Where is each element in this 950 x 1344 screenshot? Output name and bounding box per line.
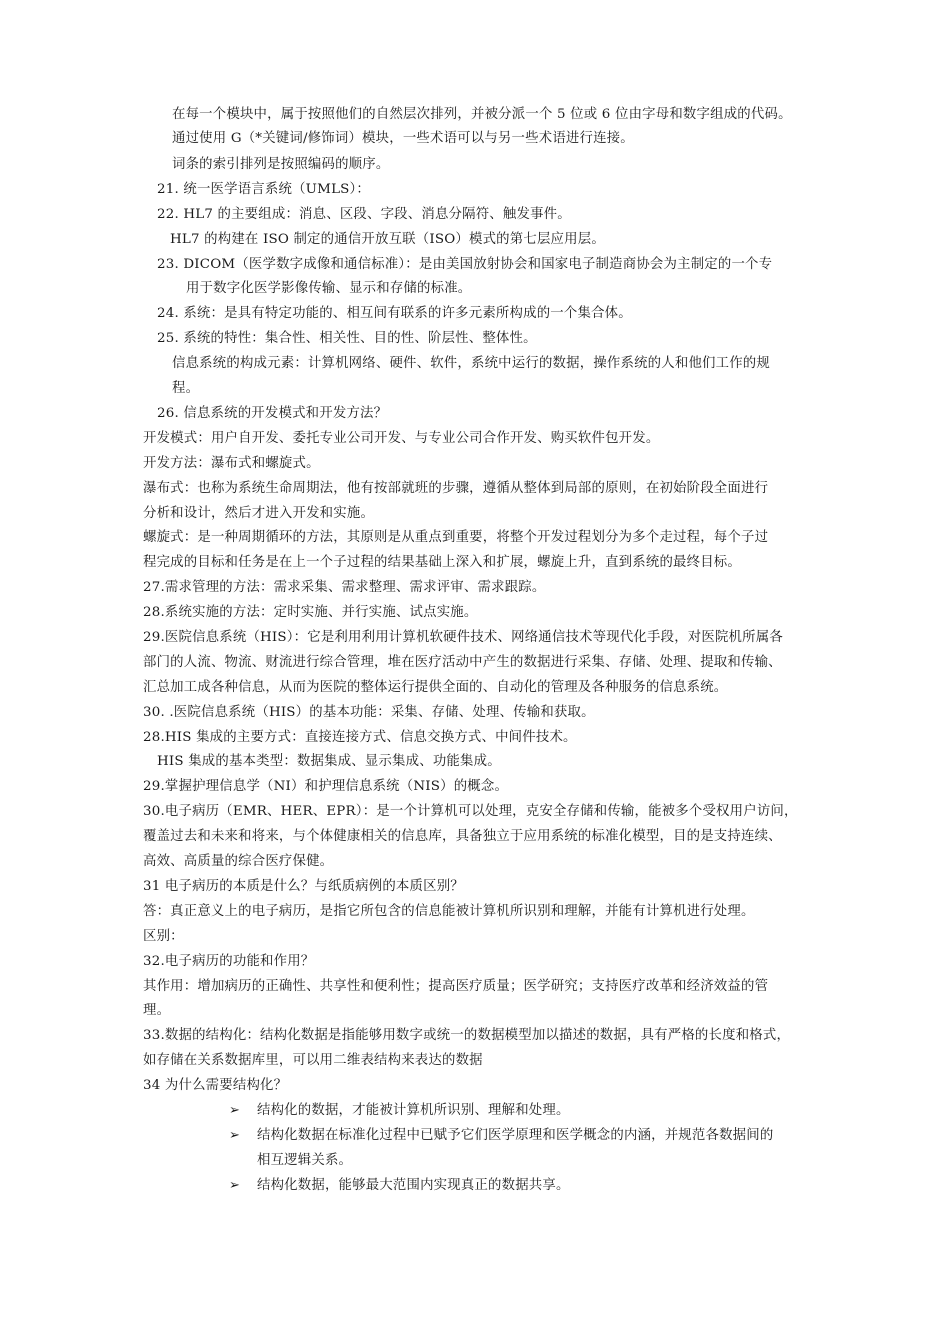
text-line: 30. .医院信息系统（HIS）的基本功能：采集、存储、处理、传输和获取。 xyxy=(143,705,595,720)
text-line: 25. 系统的特性：集合性、相关性、目的性、阶层性、整体性。 xyxy=(157,331,537,346)
text-line: 33.数据的结构化：结构化数据是指能够用数字或统一的数据模型加以描述的数据，具有严格的长度和格式， xyxy=(143,1028,791,1043)
text-line: 29.掌握护理信息学（NI）和护理信息系统（NIS）的概念。 xyxy=(143,779,509,794)
text-line: 瀑布式：也称为系统生命周期法，他有按部就班的步骤，遵循从整体到局部的原则，在初始阶段全面进行 xyxy=(143,481,769,496)
text-line: 区别： xyxy=(143,929,184,944)
text-line: 理。 xyxy=(143,1003,171,1018)
text-line: 螺旋式：是一种周期循环的方法，其原则是从重点到重要，将整个开发过程划分为多个走过程，每个子过 xyxy=(143,530,769,545)
text-line: 34 为什么需要结构化？ xyxy=(143,1078,288,1093)
text-line: 22. HL7 的主要组成：消息、区段、字段、消息分隔符、触发事件。 xyxy=(157,207,571,222)
bullet-item-continuation: 相互逻辑关系。 xyxy=(257,1153,353,1168)
text-line: 32.电子病历的功能和作用？ xyxy=(143,954,315,969)
bullet-item: 结构化的数据，才能被计算机所识别、理解和处理。 xyxy=(257,1103,570,1118)
text-line: 28.系统实施的方法：定时实施、并行实施、试点实施。 xyxy=(143,605,478,620)
text-line: 汇总加工成各种信息，从而为医院的整体运行提供全面的、自动化的管理及各种服务的信息系统。 xyxy=(143,680,728,695)
text-line: HIS 集成的基本类型：数据集成、显示集成、功能集成。 xyxy=(157,754,501,769)
text-line: 程。 xyxy=(172,381,200,396)
arrow-bullet-icon: ➢ xyxy=(229,1128,240,1143)
text-line: 覆盖过去和未来和将来，与个体健康相关的信息库，具备独立于应用系统的标准化模型，目的是支持连续、 xyxy=(143,829,782,844)
bullet-item: 结构化数据，能够最大范围内实现真正的数据共享。 xyxy=(257,1178,570,1193)
text-line: 部门的人流、物流、财流进行综合管理，堆在医疗活动中产生的数据进行采集、存储、处理、提取和传输、 xyxy=(143,655,782,670)
text-line: 23. DICOM（医学数字成像和通信标准）：是由美国放射协会和国家电子制造商协会为主制定的一个专 xyxy=(157,257,773,272)
text-line: 在每一个模块中，属于按照他们的自然层次排列，并被分派一个 5 位或 6 位由字母和数字组成的代码。 xyxy=(172,107,792,122)
text-line: 31 电子病历的本质是什么？与纸质病例的本质区别？ xyxy=(143,879,464,894)
text-line: 30.电子病历（EMR、HER、EPR）：是一个计算机可以处理，克安全存储和传输，能被多个受权用户访问， xyxy=(143,804,798,819)
text-line: 高效、高质量的综合医疗保健。 xyxy=(143,854,334,869)
text-line: 分析和设计，然后才进入开发和实施。 xyxy=(143,506,375,521)
text-line: 21. 统一医学语言系统（UMLS）： xyxy=(157,182,371,197)
text-line: 开发方法：瀑布式和螺旋式。 xyxy=(143,456,320,471)
text-line: 26. 信息系统的开发模式和开发方法？ xyxy=(157,406,388,421)
text-line: HL7 的构建在 ISO 制定的通信开放互联（ISO）模式的第七层应用层。 xyxy=(170,232,605,247)
text-line: 程完成的目标和任务是在上一个子过程的结果基础上深入和扩展，螺旋上升，直到系统的最终目标。 xyxy=(143,555,741,570)
text-line: 24. 系统：是具有特定功能的、相互间有联系的许多元素所构成的一个集合体。 xyxy=(157,306,632,321)
text-line: 词条的索引排列是按照编码的顺序。 xyxy=(172,157,390,172)
arrow-bullet-icon: ➢ xyxy=(229,1103,240,1118)
text-line: 信息系统的构成元素：计算机网络、硬件、软件，系统中运行的数据，操作系统的人和他们工作的规 xyxy=(172,356,770,371)
bullet-item: 结构化数据在标准化过程中已赋予它们医学原理和医学概念的内涵，并规范各数据间的 xyxy=(257,1128,774,1143)
text-line: 通过使用 G（*关键词/修饰词）模块，一些术语可以与另一些术语进行连接。 xyxy=(172,131,634,146)
text-line: 27.需求管理的方法：需求采集、需求整理、需求评审、需求跟踪。 xyxy=(143,580,546,595)
text-line: 29.医院信息系统（HIS）：它是利用利用计算机软硬件技术、网络通信技术等现代化手段，对医院机所属各 xyxy=(143,630,783,645)
text-line: 如存储在关系数据库里，可以用二维表结构来表达的数据 xyxy=(143,1053,483,1068)
text-line: 用于数字化医学影像传输、显示和存储的标准。 xyxy=(186,281,472,296)
text-line: 其作用：增加病历的正确性、共享性和便利性；提高医疗质量；医学研究；支持医疗改革和经济效益的管 xyxy=(143,979,769,994)
text-line: 开发模式：用户自开发、委托专业公司开发、与专业公司合作开发、购买软件包开发。 xyxy=(143,431,660,446)
text-line: 答：真正意义上的电子病历，是指它所包含的信息能被计算机所识别和理解，并能有计算机进行处理。 xyxy=(143,904,755,919)
arrow-bullet-icon: ➢ xyxy=(229,1178,240,1193)
text-line: 28.HIS 集成的主要方式：直接连接方式、信息交换方式、中间件技术。 xyxy=(143,730,577,745)
